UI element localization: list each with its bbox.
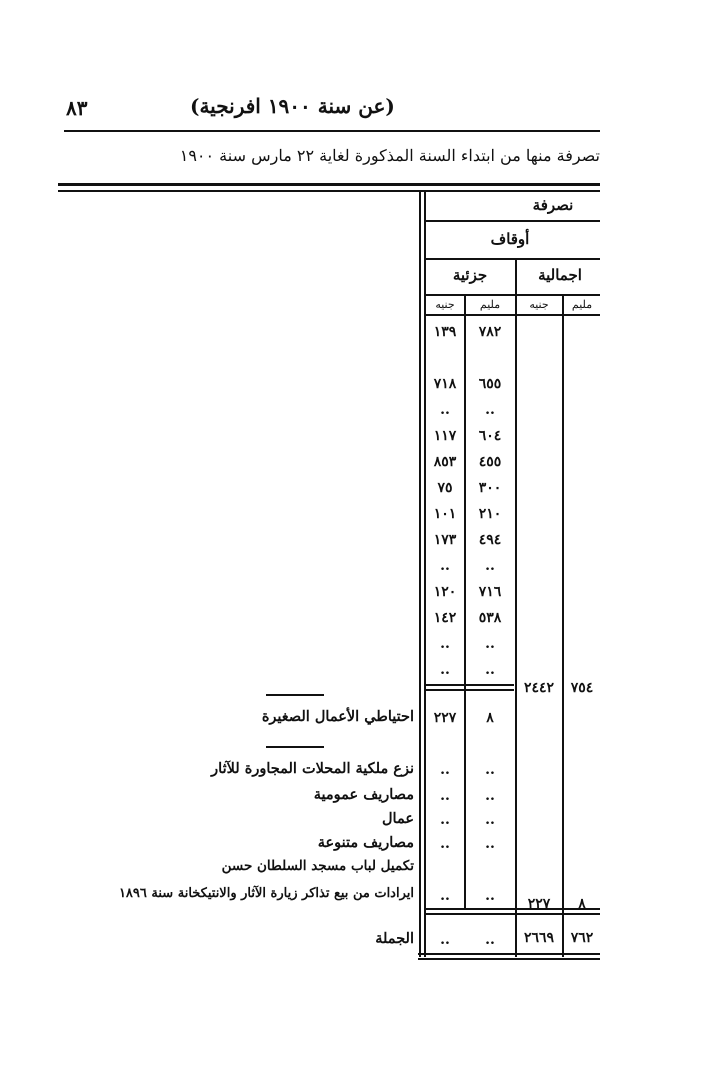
- row-millim: ٧٨٢: [478, 324, 502, 340]
- row-label: مصاريف متنوعة: [317, 834, 414, 851]
- total-awqaf-gineh: ..: [440, 932, 450, 948]
- total-ijmal-millim: ٧٦٢: [570, 930, 594, 946]
- row-gineh: ..: [440, 812, 450, 828]
- row-gineh: ٧١٨: [433, 376, 457, 392]
- row-gineh: ..: [440, 762, 450, 778]
- row-label: ايرادات من بيع تذاكر زيارة الآثار والانتيكخانة سنة ١٨٩٦: [118, 886, 414, 901]
- header-unit-gineh-ijm: جنيه: [529, 298, 549, 311]
- column-divider-main: [419, 191, 421, 957]
- row-millim: ٥٣٨: [478, 610, 502, 626]
- subtotal-2-millim: ٨: [578, 896, 586, 912]
- subtotal-1-gineh: ٢٤٤٢: [523, 680, 555, 696]
- page-number: ٨٣: [66, 96, 88, 120]
- subtotal-rule-1b: [426, 689, 514, 691]
- header-unit-gineh-juz: جنيه: [435, 298, 455, 311]
- header-rule-2: [424, 258, 600, 260]
- row-gineh: ..: [440, 662, 450, 678]
- row-gineh: ..: [440, 558, 450, 574]
- row-millim: ..: [485, 888, 495, 904]
- header-rule-4: [424, 314, 600, 316]
- header-rule-3: [424, 294, 600, 296]
- subtotal-rule-2b: [426, 913, 600, 915]
- reserve-gineh: ٢٢٧: [433, 710, 457, 726]
- row-millim: ٦٠٤: [478, 428, 502, 444]
- row-millim: ..: [485, 402, 495, 418]
- row-label: مصاريف عمومية: [313, 786, 414, 803]
- row-millim: ..: [485, 762, 495, 778]
- total-awqaf-millim: ..: [485, 932, 495, 948]
- row-gineh: ..: [440, 402, 450, 418]
- reserve-millim: ٨: [486, 710, 494, 726]
- row-millim: ٣٠٠: [478, 480, 502, 496]
- header-unit-millim-ijm: مليم: [571, 298, 593, 311]
- row-gineh: ١١٧: [433, 428, 457, 444]
- row-millim: ٦٥٥: [478, 376, 502, 392]
- row-label: عمال: [382, 810, 414, 827]
- label-divider-2: [266, 746, 324, 748]
- label-divider-1: [266, 694, 324, 696]
- row-gineh: ٧٥: [437, 480, 453, 496]
- row-millim: ..: [485, 836, 495, 852]
- header-ijmaliya: اجمالية: [538, 266, 582, 284]
- row-millim: ٢١٠: [478, 506, 502, 522]
- row-millim: ..: [485, 636, 495, 652]
- row-millim: ..: [485, 662, 495, 678]
- row-millim: ٤٩٤: [478, 532, 502, 548]
- row-gineh: ..: [440, 636, 450, 652]
- row-gineh: ١٠١: [433, 506, 457, 522]
- total-label: الجملة: [375, 930, 414, 947]
- header-rule: [64, 130, 600, 132]
- row-gineh: ٨٥٣: [433, 454, 457, 470]
- row-millim: ..: [485, 788, 495, 804]
- subtotal-2-gineh: ٢٢٧: [527, 896, 551, 912]
- reserve-label: احتياطي الأعمال الصغيرة: [261, 708, 414, 725]
- row-gineh: ١٤٢: [433, 610, 457, 626]
- header-awqaf: أوقاف: [490, 230, 530, 248]
- row-millim: ٧١٦: [478, 584, 502, 600]
- table-bottom-rule: [418, 953, 600, 955]
- header-rule-1: [424, 220, 600, 222]
- row-gineh: ١٢٠: [433, 584, 457, 600]
- row-millim: ..: [485, 558, 495, 574]
- running-title: (عن سنة ١٩٠٠ افرنجية): [190, 94, 395, 118]
- row-label: نزع ملكية المحلات المجاورة للآثار: [211, 760, 414, 777]
- table-top-rule-2: [58, 190, 600, 192]
- column-divider-ijmal: [562, 296, 564, 957]
- row-gineh: ١٧٣: [433, 532, 457, 548]
- table-bottom-rule-2: [418, 958, 600, 960]
- column-divider-juziya-ijmal: [515, 260, 517, 957]
- subtotal-1-millim: ٧٥٤: [570, 680, 594, 696]
- header-unit-millim-juz: مليم: [479, 298, 501, 311]
- row-gineh: ..: [440, 888, 450, 904]
- subtotal-rule-1: [426, 684, 514, 686]
- header-top-label: نصرفة: [532, 196, 574, 214]
- row-gineh: ..: [440, 836, 450, 852]
- row-millim: ..: [485, 812, 495, 828]
- section-subtitle: تصرفة منها من ابتداء السنة المذكورة لغاية ٢٢ مارس سنة ١٩٠٠: [179, 146, 600, 165]
- row-gineh: ..: [440, 788, 450, 804]
- row-gineh: ١٣٩: [433, 324, 457, 340]
- total-ijmal-gineh: ٢٦٦٩: [523, 930, 555, 946]
- row-label: تكميل لباب مسجد السلطان حسن: [221, 858, 414, 874]
- table-top-rule: [58, 183, 600, 186]
- header-juziya: جزئية: [452, 266, 488, 284]
- row-millim: ٤٥٥: [478, 454, 502, 470]
